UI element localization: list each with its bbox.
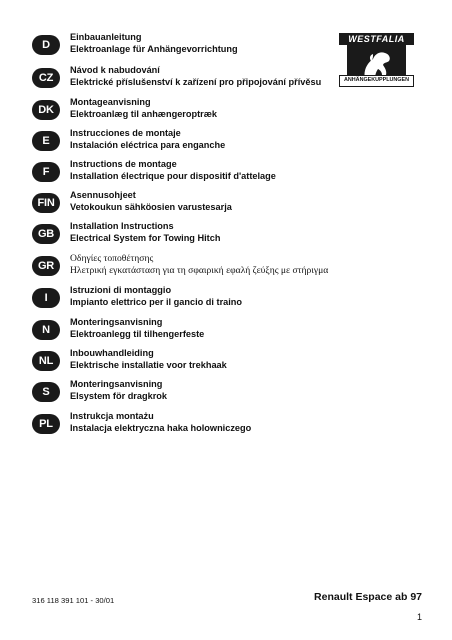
language-badge: DK: [32, 100, 60, 120]
language-subtitle: Electrical System for Towing Hitch: [70, 233, 221, 243]
language-row-n: [32, 316, 362, 346]
language-row-pl: [32, 410, 362, 440]
language-row-i: [32, 284, 362, 314]
vehicle-title: Renault Espace ab 97: [314, 591, 422, 603]
language-title: Asennusohjeet: [70, 190, 136, 200]
language-badge: FIN: [32, 193, 60, 213]
language-subtitle: Vetokoukun sähköosien varustesarja: [70, 202, 232, 212]
language-badge: GB: [32, 224, 60, 244]
language-subtitle: Instalación eléctrica para enganche: [70, 140, 226, 150]
language-badge: PL: [32, 414, 60, 434]
language-badge: D: [32, 35, 60, 55]
language-title: Monteringsanvisning: [70, 379, 163, 389]
language-badge: S: [32, 382, 60, 402]
language-row-gr: [32, 252, 362, 282]
language-row-gb: [32, 220, 362, 250]
language-badge: GR: [32, 256, 60, 276]
language-title: Návod k nabudování: [70, 65, 160, 75]
language-row-f: [32, 158, 362, 188]
language-badge: E: [32, 131, 60, 151]
language-subtitle: Elektroanlegg til tilhengerfeste: [70, 329, 205, 339]
logo-subtitle: ANHÄNGEKUPPLUNGEN: [339, 75, 414, 87]
language-title: Οδηγίες τοποθέτησης: [70, 253, 154, 264]
language-row-d: [32, 31, 362, 61]
language-title: Montageanvisning: [70, 97, 151, 107]
language-subtitle: Elektroanlage für Anhängevorrichtung: [70, 44, 238, 54]
language-badge: NL: [32, 351, 60, 371]
logo-brand: WESTFALIA: [339, 33, 414, 45]
language-subtitle: Impianto elettrico per il gancio di traino: [70, 297, 243, 307]
language-row-e: [32, 127, 362, 157]
language-title: Instrucciones de montaje: [70, 128, 181, 138]
document-code: 316 118 391 101 - 30/01: [32, 596, 115, 605]
language-title: Inbouwhandleiding: [70, 348, 154, 358]
language-subtitle: Instalacja elektryczna haka holowniczego: [70, 423, 252, 433]
language-subtitle: Installation électrique pour dispositif d'attelage: [70, 171, 276, 181]
language-title: Instructions de montage: [70, 159, 177, 169]
language-subtitle: Elektrische installatie voor trekhaak: [70, 360, 227, 370]
language-title: Installation Instructions: [70, 221, 174, 231]
language-title: Einbauanleitung: [70, 32, 142, 42]
language-row-cz: [32, 64, 362, 94]
language-badge: I: [32, 288, 60, 308]
language-row-s: [32, 378, 362, 408]
westfalia-logo: [339, 33, 414, 85]
language-badge: CZ: [32, 68, 60, 88]
language-title: Instrukcja montażu: [70, 411, 154, 421]
language-row-nl: [32, 347, 362, 377]
language-badge: F: [32, 162, 60, 182]
language-row-dk: [32, 96, 362, 126]
language-title: Monteringsanvisning: [70, 317, 163, 327]
language-row-fin: [32, 189, 362, 219]
language-subtitle: Elsystem för dragkrok: [70, 391, 168, 401]
language-badge: N: [32, 320, 60, 340]
page-number: 1: [416, 612, 422, 622]
language-subtitle: Elektroanlæg til anhængeroptræk: [70, 109, 218, 119]
language-subtitle: Elektrické příslušenství k zařízení pro připojování přívěsu: [70, 77, 322, 87]
language-title: Istruzioni di montaggio: [70, 285, 172, 295]
language-subtitle: Ηλετρική εγκατάσταση για τη σφαιρική εφαλή ζεύξης με στήριγμα: [70, 265, 329, 276]
